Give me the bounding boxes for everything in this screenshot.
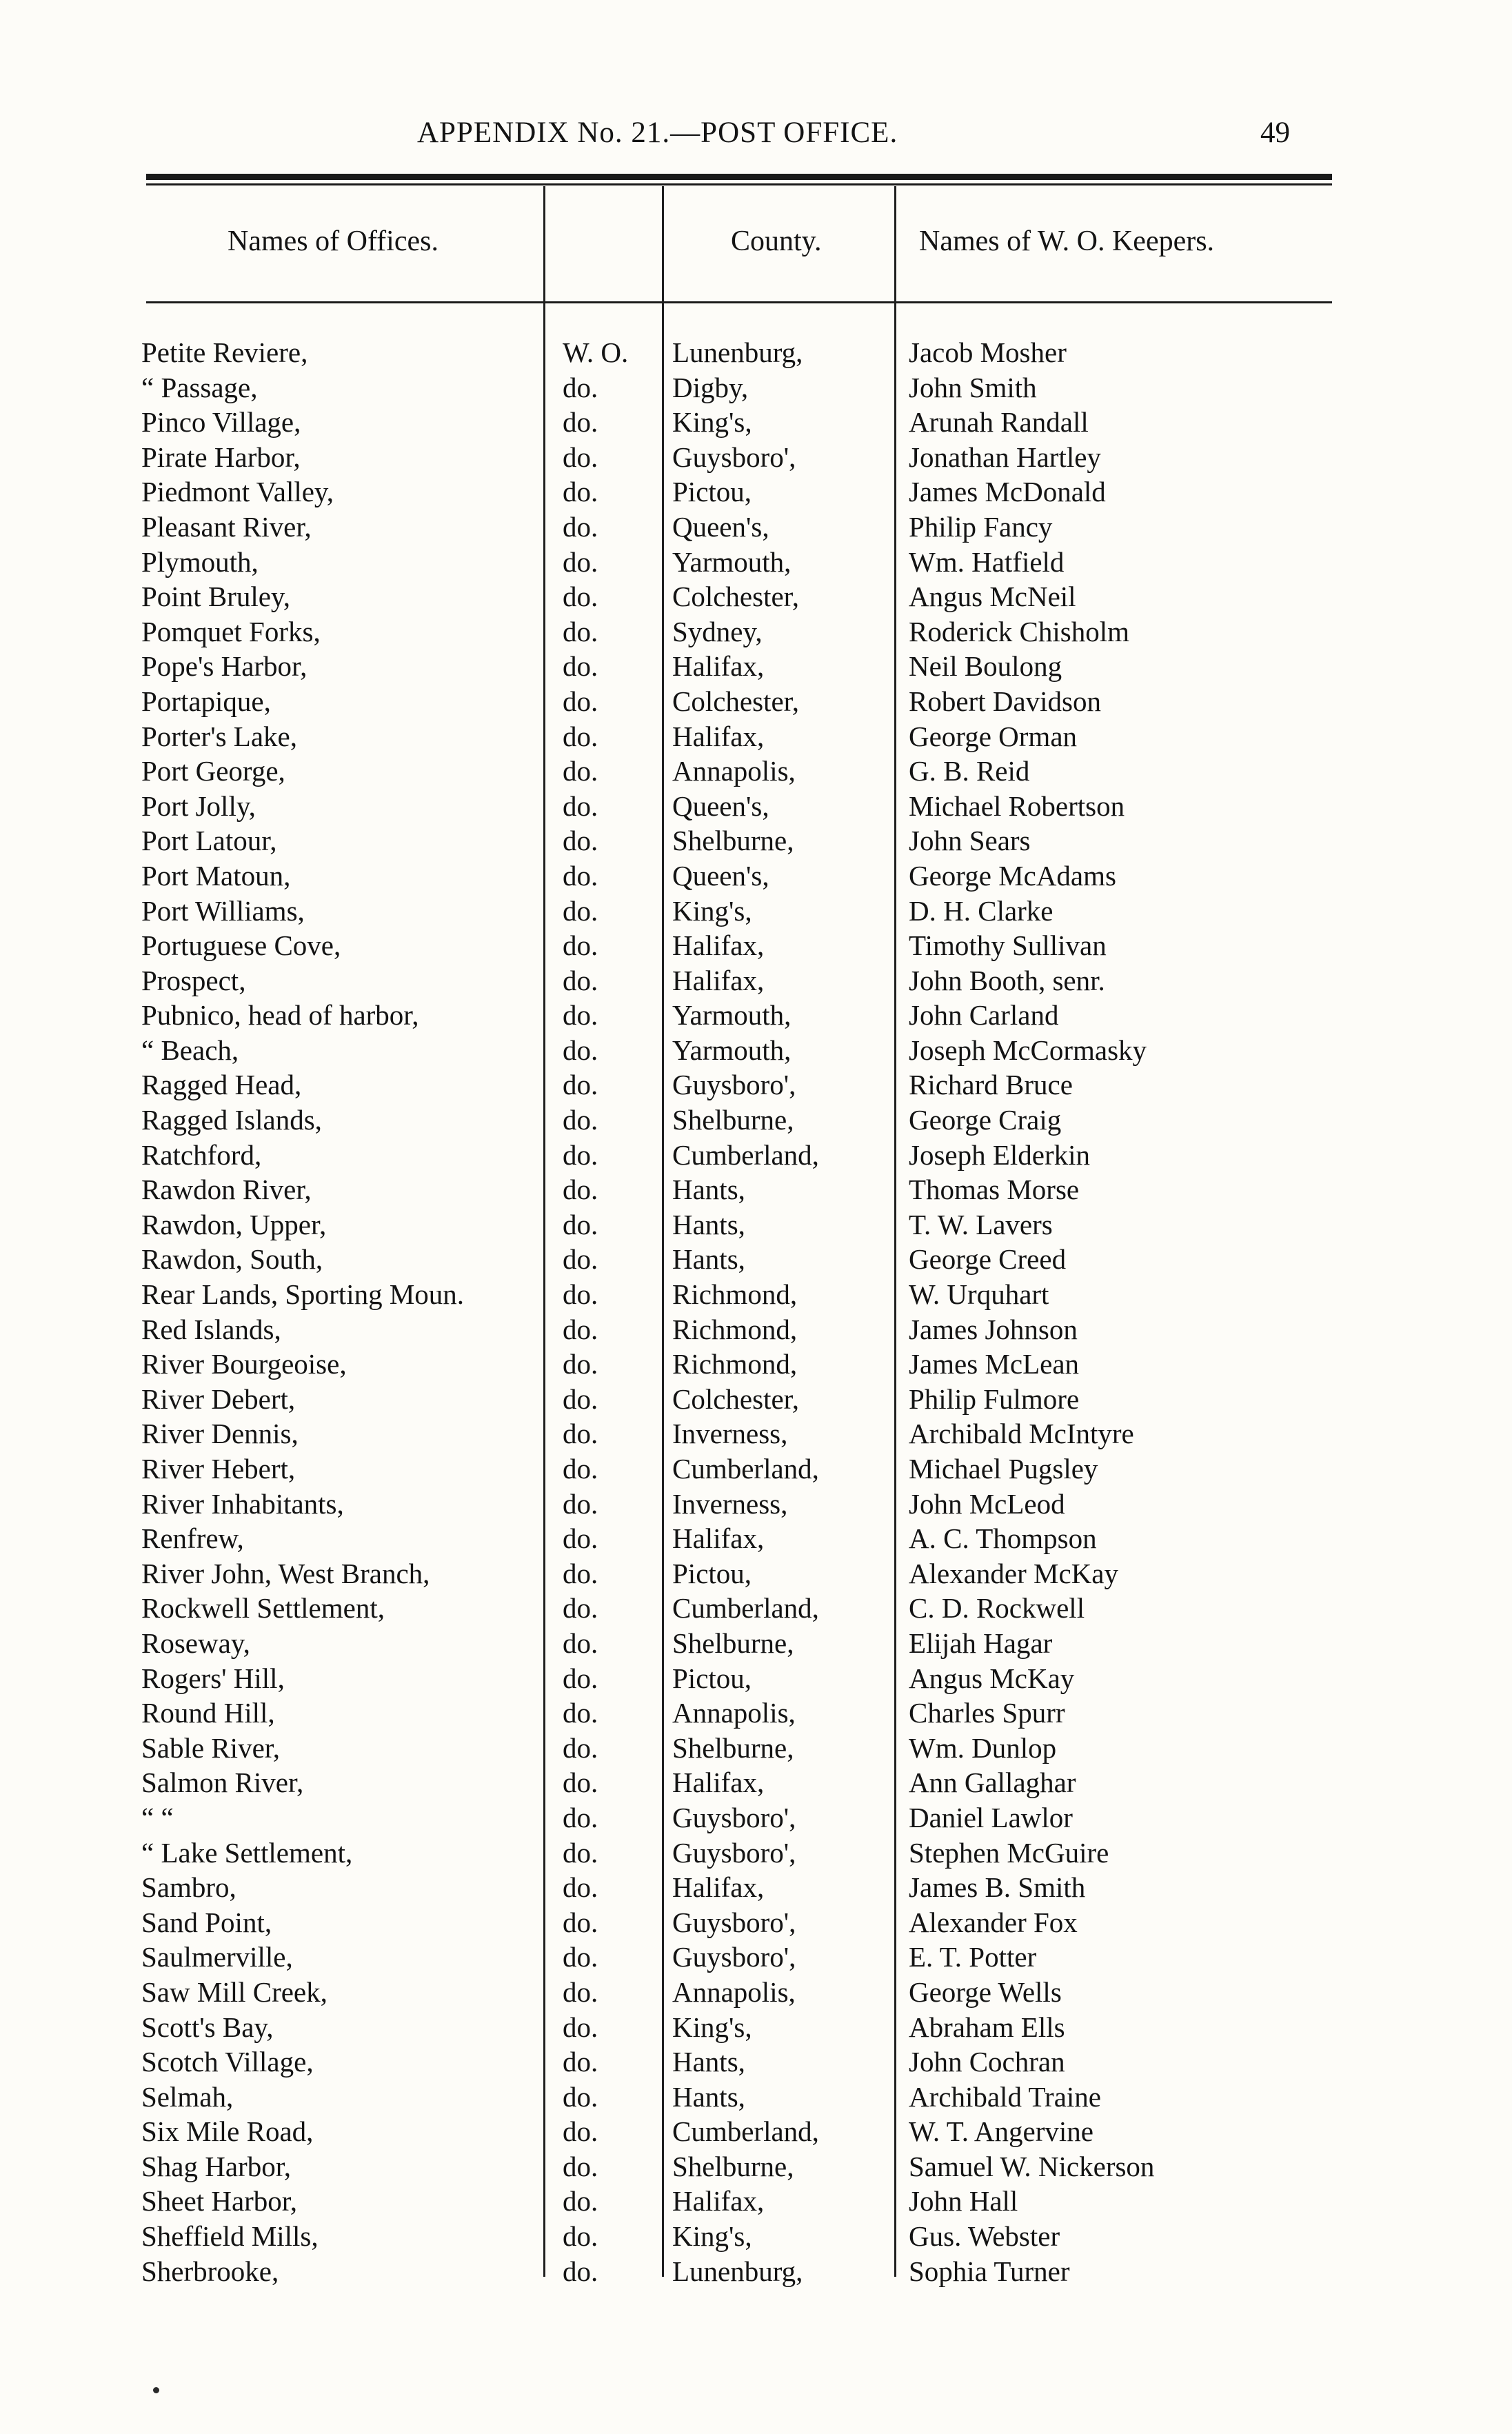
keeper-name: John Booth, senr.: [909, 964, 1105, 996]
office-type: do.: [563, 825, 598, 857]
county-name: Inverness,: [672, 1487, 788, 1520]
office-type: do.: [563, 1278, 598, 1311]
county-name: Cumberland,: [672, 1592, 819, 1625]
keeper-name: George Orman: [909, 720, 1078, 752]
keeper-name: Arunah Randall: [909, 406, 1089, 439]
table-row: [0, 2044, 1512, 2080]
table-row: [0, 894, 1512, 929]
county-name: Shelburne,: [672, 1731, 794, 1764]
county-name: Lunenburg,: [672, 336, 803, 368]
office-type: do.: [563, 1557, 598, 1589]
table-row: [0, 1661, 1512, 1696]
table-row: [0, 928, 1512, 963]
office-type: do.: [563, 1522, 598, 1555]
table-row: [0, 754, 1512, 789]
county-name: Hants,: [672, 2046, 745, 2078]
county-name: Guysboro',: [672, 1069, 796, 1101]
table-row: [0, 858, 1512, 894]
keeper-name: Abraham Ells: [909, 2011, 1065, 2043]
table-row: [0, 1416, 1512, 1451]
keeper-name: Sophia Turner: [909, 2255, 1070, 2287]
office-type: do.: [563, 371, 598, 403]
office-type: do.: [563, 2046, 598, 2078]
table-row: [0, 1242, 1512, 1277]
county-name: King's,: [672, 894, 752, 927]
office-name: Port Latour,: [141, 825, 277, 857]
county-name: Cumberland,: [672, 1138, 819, 1171]
office-type: do.: [563, 2220, 598, 2253]
table-row: [0, 1382, 1512, 1417]
table-row: [0, 1487, 1512, 1522]
table-row: [0, 963, 1512, 998]
keeper-name: Richard Bruce: [909, 1069, 1073, 1101]
keeper-name: George Craig: [909, 1104, 1062, 1136]
table-row: [0, 1103, 1512, 1138]
keeper-name: C. D. Rockwell: [909, 1592, 1085, 1625]
county-name: Annapolis,: [672, 1975, 796, 2008]
county-name: Guysboro',: [672, 1801, 796, 1833]
table-row: [0, 719, 1512, 754]
county-name: King's,: [672, 2220, 752, 2253]
table-row: [0, 370, 1512, 405]
office-name: Pomquet Forks,: [141, 615, 321, 647]
county-name: Lunenburg,: [672, 2255, 803, 2287]
office-type: do.: [563, 1801, 598, 1833]
office-type: do.: [563, 929, 598, 962]
keeper-name: Ann Gallaghar: [909, 1767, 1076, 1799]
office-type: W. O.: [563, 336, 629, 368]
keeper-name: James B. Smith: [909, 1871, 1086, 1904]
county-name: Richmond,: [672, 1278, 798, 1311]
county-name: Richmond,: [672, 1313, 798, 1345]
office-name: Rear Lands, Sporting Moun.: [141, 1278, 465, 1311]
office-type: do.: [563, 441, 598, 473]
office-name: “ “: [141, 1801, 174, 1833]
keeper-name: G. B. Reid: [909, 755, 1030, 787]
table-row: [0, 1521, 1512, 1556]
keeper-name: E. T. Potter: [909, 1941, 1037, 1973]
county-name: Shelburne,: [672, 1627, 794, 1659]
table-row: [0, 1556, 1512, 1591]
table-row: [0, 1451, 1512, 1487]
office-name: Ragged Head,: [141, 1069, 302, 1101]
office-type: do.: [563, 894, 598, 927]
office-type: do.: [563, 1662, 598, 1694]
office-type: do.: [563, 2150, 598, 2182]
office-type: do.: [563, 1697, 598, 1729]
county-name: Queen's,: [672, 859, 769, 892]
office-table: [0, 335, 1512, 2289]
keeper-name: Stephen McGuire: [909, 1836, 1109, 1869]
office-name: Petite Reviere,: [141, 336, 308, 368]
office-type: do.: [563, 1348, 598, 1380]
county-name: Colchester,: [672, 1382, 799, 1415]
office-type: do.: [563, 2185, 598, 2217]
office-type: do.: [563, 1208, 598, 1240]
county-name: Annapolis,: [672, 1697, 796, 1729]
keeper-name: Wm. Dunlop: [909, 1731, 1057, 1764]
office-name: Rawdon, South,: [141, 1243, 323, 1276]
keeper-name: Gus. Webster: [909, 2220, 1060, 2253]
keeper-name: Angus McNeil: [909, 581, 1076, 613]
office-name: Ragged Islands,: [141, 1104, 322, 1136]
office-name: Ratchford,: [141, 1138, 262, 1171]
office-name: Salmon River,: [141, 1767, 304, 1799]
office-name: Rawdon River,: [141, 1174, 312, 1206]
column-header-county: County.: [731, 225, 822, 257]
keeper-name: Joseph Elderkin: [909, 1138, 1091, 1171]
table-row: [0, 614, 1512, 650]
office-name: Piedmont Valley,: [141, 476, 334, 508]
county-name: Richmond,: [672, 1348, 798, 1380]
office-type: do.: [563, 2011, 598, 2043]
office-type: do.: [563, 755, 598, 787]
county-name: Yarmouth,: [672, 545, 792, 578]
office-type: do.: [563, 1836, 598, 1869]
office-name: “ Beach,: [141, 1034, 239, 1066]
county-name: Digby,: [672, 371, 749, 403]
office-name: Rogers' Hill,: [141, 1662, 285, 1694]
page-header: [0, 116, 1512, 157]
table-row: [0, 1696, 1512, 1731]
county-name: Queen's,: [672, 789, 769, 822]
table-row: [0, 1591, 1512, 1626]
keeper-name: George McAdams: [909, 859, 1116, 892]
office-type: do.: [563, 1453, 598, 1485]
office-type: do.: [563, 964, 598, 996]
county-name: Cumberland,: [672, 1453, 819, 1485]
county-name: Guysboro',: [672, 1906, 796, 1938]
table-row: [0, 2149, 1512, 2184]
keeper-name: Alexander McKay: [909, 1557, 1118, 1589]
table-row: [0, 1975, 1512, 2010]
office-name: Port Williams,: [141, 894, 305, 927]
county-name: Colchester,: [672, 581, 799, 613]
page-number: 49: [1260, 117, 1290, 149]
office-name: Shag Harbor,: [141, 2150, 291, 2182]
office-name: Pleasant River,: [141, 510, 312, 543]
office-type: do.: [563, 999, 598, 1032]
keeper-name: Jacob Mosher: [909, 336, 1067, 368]
keeper-name: James Johnson: [909, 1313, 1078, 1345]
keeper-name: George Creed: [909, 1243, 1067, 1276]
table-row: [0, 2080, 1512, 2115]
office-type: do.: [563, 1138, 598, 1171]
county-name: Halifax,: [672, 720, 765, 752]
office-name: River Debert,: [141, 1382, 296, 1415]
table-row: [0, 684, 1512, 719]
office-type: do.: [563, 2080, 598, 2113]
county-name: Shelburne,: [672, 1104, 794, 1136]
table-row: [0, 1207, 1512, 1243]
office-name: Pinco Village,: [141, 406, 301, 439]
office-name: Sable River,: [141, 1731, 281, 1764]
keeper-name: Daniel Lawlor: [909, 1801, 1073, 1833]
keeper-name: Joseph McCormasky: [909, 1034, 1147, 1066]
office-name: River Inhabitants,: [141, 1487, 344, 1520]
keeper-name: W. T. Angervine: [909, 2115, 1093, 2148]
county-name: Cumberland,: [672, 2115, 819, 2148]
keeper-name: Jonathan Hartley: [909, 441, 1101, 473]
office-name: Pope's Harbor,: [141, 650, 308, 683]
office-type: do.: [563, 720, 598, 752]
office-type: do.: [563, 1871, 598, 1904]
office-type: do.: [563, 1627, 598, 1659]
keeper-name: A. C. Thompson: [909, 1522, 1097, 1555]
office-name: Roseway,: [141, 1627, 250, 1659]
table-row: [0, 510, 1512, 545]
office-name: Port George,: [141, 755, 285, 787]
table-row: [0, 1033, 1512, 1068]
office-name: Rawdon, Upper,: [141, 1208, 327, 1240]
county-name: Hants,: [672, 1208, 745, 1240]
keeper-name: John Sears: [909, 825, 1031, 857]
office-type: do.: [563, 1174, 598, 1206]
office-type: do.: [563, 581, 598, 613]
keeper-name: Thomas Morse: [909, 1174, 1080, 1206]
table-row: [0, 2254, 1512, 2289]
office-name: Sheffield Mills,: [141, 2220, 319, 2253]
county-name: Halifax,: [672, 929, 765, 962]
keeper-name: Angus McKay: [909, 1662, 1075, 1694]
keeper-name: D. H. Clarke: [909, 894, 1054, 927]
office-type: do.: [563, 1906, 598, 1938]
office-name: River John, West Branch,: [141, 1557, 430, 1589]
office-name: Porter's Lake,: [141, 720, 297, 752]
column-header-keeper: Names of W. O. Keepers.: [919, 225, 1215, 257]
office-name: River Dennis,: [141, 1418, 299, 1450]
office-name: Port Matoun,: [141, 859, 291, 892]
office-type: do.: [563, 685, 598, 717]
office-type: do.: [563, 859, 598, 892]
keeper-name: Robert Davidson: [909, 685, 1101, 717]
office-name: Portuguese Cove,: [141, 929, 341, 962]
county-name: Halifax,: [672, 1522, 765, 1555]
office-name: Red Islands,: [141, 1313, 281, 1345]
keeper-name: Timothy Sullivan: [909, 929, 1107, 962]
county-name: Yarmouth,: [672, 999, 792, 1032]
office-type: do.: [563, 615, 598, 647]
header-rule-under: [146, 183, 1332, 185]
table-row: [0, 474, 1512, 510]
county-name: Sydney,: [672, 615, 763, 647]
county-name: Halifax,: [672, 650, 765, 683]
keeper-name: Alexander Fox: [909, 1906, 1078, 1938]
keeper-name: John Hall: [909, 2185, 1018, 2217]
office-type: do.: [563, 1592, 598, 1625]
table-row: [0, 1835, 1512, 1871]
office-name: Scotch Village,: [141, 2046, 314, 2078]
office-type: do.: [563, 789, 598, 822]
office-type: do.: [563, 650, 598, 683]
office-name: Scott's Bay,: [141, 2011, 274, 2043]
office-type: do.: [563, 1975, 598, 2008]
table-row: [0, 440, 1512, 475]
keeper-name: John Cochran: [909, 2046, 1065, 2078]
office-name: Renfrew,: [141, 1522, 244, 1555]
office-name: River Hebert,: [141, 1453, 296, 1485]
office-type: do.: [563, 2255, 598, 2287]
office-name: Round Hill,: [141, 1697, 275, 1729]
office-type: do.: [563, 406, 598, 439]
county-name: Colchester,: [672, 685, 799, 717]
keeper-name: Neil Boulong: [909, 650, 1062, 683]
column-header-office: Names of Offices.: [228, 225, 439, 257]
county-name: Queen's,: [672, 510, 769, 543]
office-type: do.: [563, 1034, 598, 1066]
office-name: Pubnico, head of harbor,: [141, 999, 419, 1032]
county-name: Shelburne,: [672, 825, 794, 857]
county-name: King's,: [672, 2011, 752, 2043]
county-name: Yarmouth,: [672, 1034, 792, 1066]
keeper-name: Wm. Hatfield: [909, 545, 1065, 578]
keeper-name: John Carland: [909, 999, 1059, 1032]
county-name: Guysboro',: [672, 441, 796, 473]
office-name: “ Lake Settlement,: [141, 1836, 353, 1869]
keeper-name: John McLeod: [909, 1487, 1065, 1520]
keeper-name: Archibald McIntyre: [909, 1418, 1134, 1450]
county-name: Halifax,: [672, 1767, 765, 1799]
print-mark: [153, 2387, 159, 2393]
office-type: do.: [563, 1243, 598, 1276]
office-name: Saulmerville,: [141, 1941, 293, 1973]
office-name: Pirate Harbor,: [141, 441, 301, 473]
keeper-name: James McDonald: [909, 476, 1106, 508]
county-name: Guysboro',: [672, 1941, 796, 1973]
table-row: [0, 579, 1512, 614]
table-row: [0, 2010, 1512, 2045]
page-title: APPENDIX No. 21.—POST OFFICE.: [417, 117, 898, 149]
table-row: [0, 1800, 1512, 1835]
office-name: Sherbrooke,: [141, 2255, 279, 2287]
table-row: [0, 545, 1512, 580]
office-name: Saw Mill Creek,: [141, 1975, 327, 2008]
office-type: do.: [563, 1069, 598, 1101]
county-name: Shelburne,: [672, 2150, 794, 2182]
keeper-name: Philip Fulmore: [909, 1382, 1080, 1415]
table-row: [0, 2219, 1512, 2254]
office-name: Prospect,: [141, 964, 246, 996]
office-name: Sand Point,: [141, 1906, 272, 1938]
office-type: do.: [563, 1731, 598, 1764]
office-type: do.: [563, 545, 598, 578]
table-row: [0, 1312, 1512, 1347]
office-name: Selmah,: [141, 2080, 234, 2113]
table-row: [0, 1347, 1512, 1382]
table-row: [0, 1172, 1512, 1207]
keeper-name: John Smith: [909, 371, 1037, 403]
keeper-name: Roderick Chisholm: [909, 615, 1130, 647]
county-name: Halifax,: [672, 1871, 765, 1904]
table-row: [0, 1067, 1512, 1103]
office-type: do.: [563, 1941, 598, 1973]
table-row: [0, 649, 1512, 684]
column-header-rule: [146, 301, 1332, 303]
keeper-name: James McLean: [909, 1348, 1080, 1380]
county-name: Hants,: [672, 2080, 745, 2113]
keeper-name: T. W. Lavers: [909, 1208, 1053, 1240]
office-type: do.: [563, 1418, 598, 1450]
table-row: [0, 1870, 1512, 1905]
office-name: River Bourgeoise,: [141, 1348, 347, 1380]
table-row: [0, 1905, 1512, 1940]
keeper-name: Charles Spurr: [909, 1697, 1065, 1729]
office-type: do.: [563, 1767, 598, 1799]
table-row: [0, 1940, 1512, 1975]
county-name: Annapolis,: [672, 755, 796, 787]
office-name: Sheet Harbor,: [141, 2185, 298, 2217]
table-row: [0, 1138, 1512, 1173]
county-name: Guysboro',: [672, 1836, 796, 1869]
office-name: Point Bruley,: [141, 581, 291, 613]
county-name: Hants,: [672, 1174, 745, 1206]
office-type: do.: [563, 510, 598, 543]
office-name: Rockwell Settlement,: [141, 1592, 385, 1625]
county-name: Inverness,: [672, 1418, 788, 1450]
keeper-name: Samuel W. Nickerson: [909, 2150, 1155, 2182]
table-row: [0, 1765, 1512, 1800]
table-row: [0, 823, 1512, 858]
keeper-name: Elijah Hagar: [909, 1627, 1053, 1659]
office-type: do.: [563, 2115, 598, 2148]
office-name: Port Jolly,: [141, 789, 256, 822]
table-row: [0, 335, 1512, 370]
office-name: Sambro,: [141, 1871, 236, 1904]
keeper-name: W. Urquhart: [909, 1278, 1049, 1311]
table-row: [0, 405, 1512, 440]
keeper-name: Archibald Traine: [909, 2080, 1101, 2113]
keeper-name: Philip Fancy: [909, 510, 1053, 543]
table-row: [0, 2184, 1512, 2219]
office-type: do.: [563, 476, 598, 508]
keeper-name: Michael Pugsley: [909, 1453, 1098, 1485]
office-type: do.: [563, 1487, 598, 1520]
keeper-name: Michael Robertson: [909, 789, 1125, 822]
county-name: Halifax,: [672, 964, 765, 996]
county-name: Pictou,: [672, 476, 752, 508]
office-type: do.: [563, 1104, 598, 1136]
keeper-name: George Wells: [909, 1975, 1062, 2008]
office-type: do.: [563, 1382, 598, 1415]
table-row: [0, 2114, 1512, 2149]
county-name: King's,: [672, 406, 752, 439]
table-row: [0, 1731, 1512, 1766]
county-name: Pictou,: [672, 1557, 752, 1589]
office-type: do.: [563, 1313, 598, 1345]
header-rule-top: [146, 174, 1332, 180]
table-row: [0, 789, 1512, 824]
county-name: Halifax,: [672, 2185, 765, 2217]
office-name: “ Passage,: [141, 371, 258, 403]
office-name: Plymouth,: [141, 545, 259, 578]
table-row: [0, 1277, 1512, 1312]
table-row: [0, 1626, 1512, 1661]
county-name: Hants,: [672, 1243, 745, 1276]
office-name: Six Mile Road,: [141, 2115, 314, 2148]
county-name: Pictou,: [672, 1662, 752, 1694]
office-name: Portapique,: [141, 685, 271, 717]
table-row: [0, 998, 1512, 1033]
